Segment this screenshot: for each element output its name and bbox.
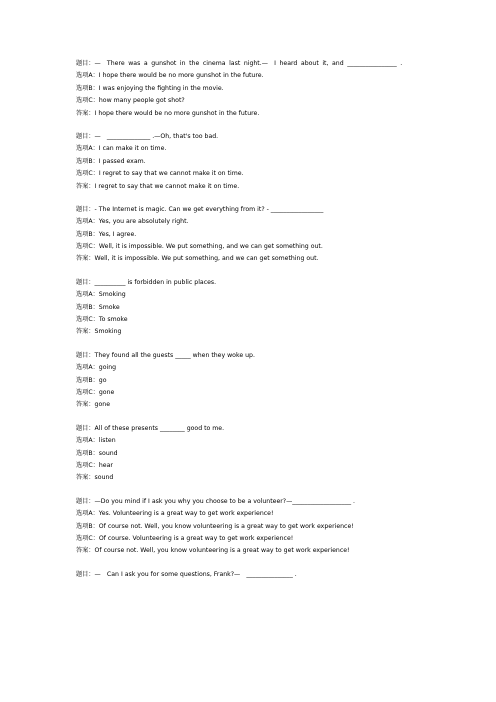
answer: 答案：I regret to say that we cannot make it on time. [76,182,240,190]
question-7 [76,496,422,558]
question-8 [76,569,422,581]
option-a: 选项A：Smoking [76,291,126,299]
document-page [76,58,422,592]
option-b: 选项B：Yes, I agree. [76,230,137,238]
option-c: 选项C：gone [76,389,115,396]
answer: 答案：gone [76,401,111,409]
option-b: 选项B：Of course not. Well, you know volunteering is a great way to get work experience! [76,522,354,530]
question-stem: 题目：— Can I ask you for some questions, Frank?— _______________ . [76,570,297,578]
answer: 答案：Smoking [76,328,122,336]
option-a: 选项A：I hope there would be no more gunshot in the future. [76,72,264,80]
option-b: 选项B：sound [76,449,118,457]
option-b: 选项B：I passed exam. [76,157,146,165]
answer: 答案：sound [76,474,114,482]
option-a: 选项A：Yes, you are absolutely right. [76,218,189,226]
answer: 答案：Well, it is impossible. We put something, and we can get something out. [76,255,319,263]
option-c: 选项C：hear [76,461,113,469]
question-stem: 题目：- The Internet is magic. Can we get everything from it? - _________________ [76,205,324,213]
option-c: 选项C：I regret to say that we cannot make it on time. [76,170,244,178]
answer: 答案：I hope there would be no more gunshot in the future. [76,109,260,117]
option-c: 选项C：Well, it is impossible. We put something, and we can get something out. [76,243,323,251]
question-5 [76,350,422,412]
question-6 [76,423,422,485]
option-b: 选项B：I was enjoying the fighting in the movie. [76,84,224,92]
question-2 [76,131,422,193]
question-stem: 题目：—Do you mind if I ask you why you choose to be a volunteer?—___________________ . [76,497,355,505]
answer: 答案：Of course not. Well, you know volunteering is a great way to get work experience! [76,547,350,555]
option-a: 选项A：Yes. Volunteering is a great way to get work experience! [76,510,274,518]
option-a: 选项A：going [76,364,117,372]
question-stem: 题目：__________ is forbidden in public places. [76,278,217,286]
question-stem: 题目：— ______________ .—Oh, that's too bad. [76,132,219,140]
option-c: 选项C：Of course. Volunteering is a great way to get work experience! [76,534,294,542]
option-c: 选项C：To smoke [76,316,128,324]
question-4 [76,277,422,339]
option-a: 选项A：listen [76,437,116,445]
option-c: 选项C：how many people got shot? [76,97,185,105]
option-b: 选项B：Smoke [76,303,120,311]
option-b: 选项B：go [76,376,107,384]
question-stem: 题目：All of these presents ________ good to me. [76,424,225,432]
question-3 [76,204,422,266]
option-a: 选项A：I can make it on time. [76,145,167,153]
question-stem: 题目：They found all the guests _____ when they woke up. [76,351,255,359]
question-1 [76,58,422,120]
question-stem: 题目：— There was a gunshot in the cinema last night.— I heard about it, and ________________ . [76,60,403,67]
